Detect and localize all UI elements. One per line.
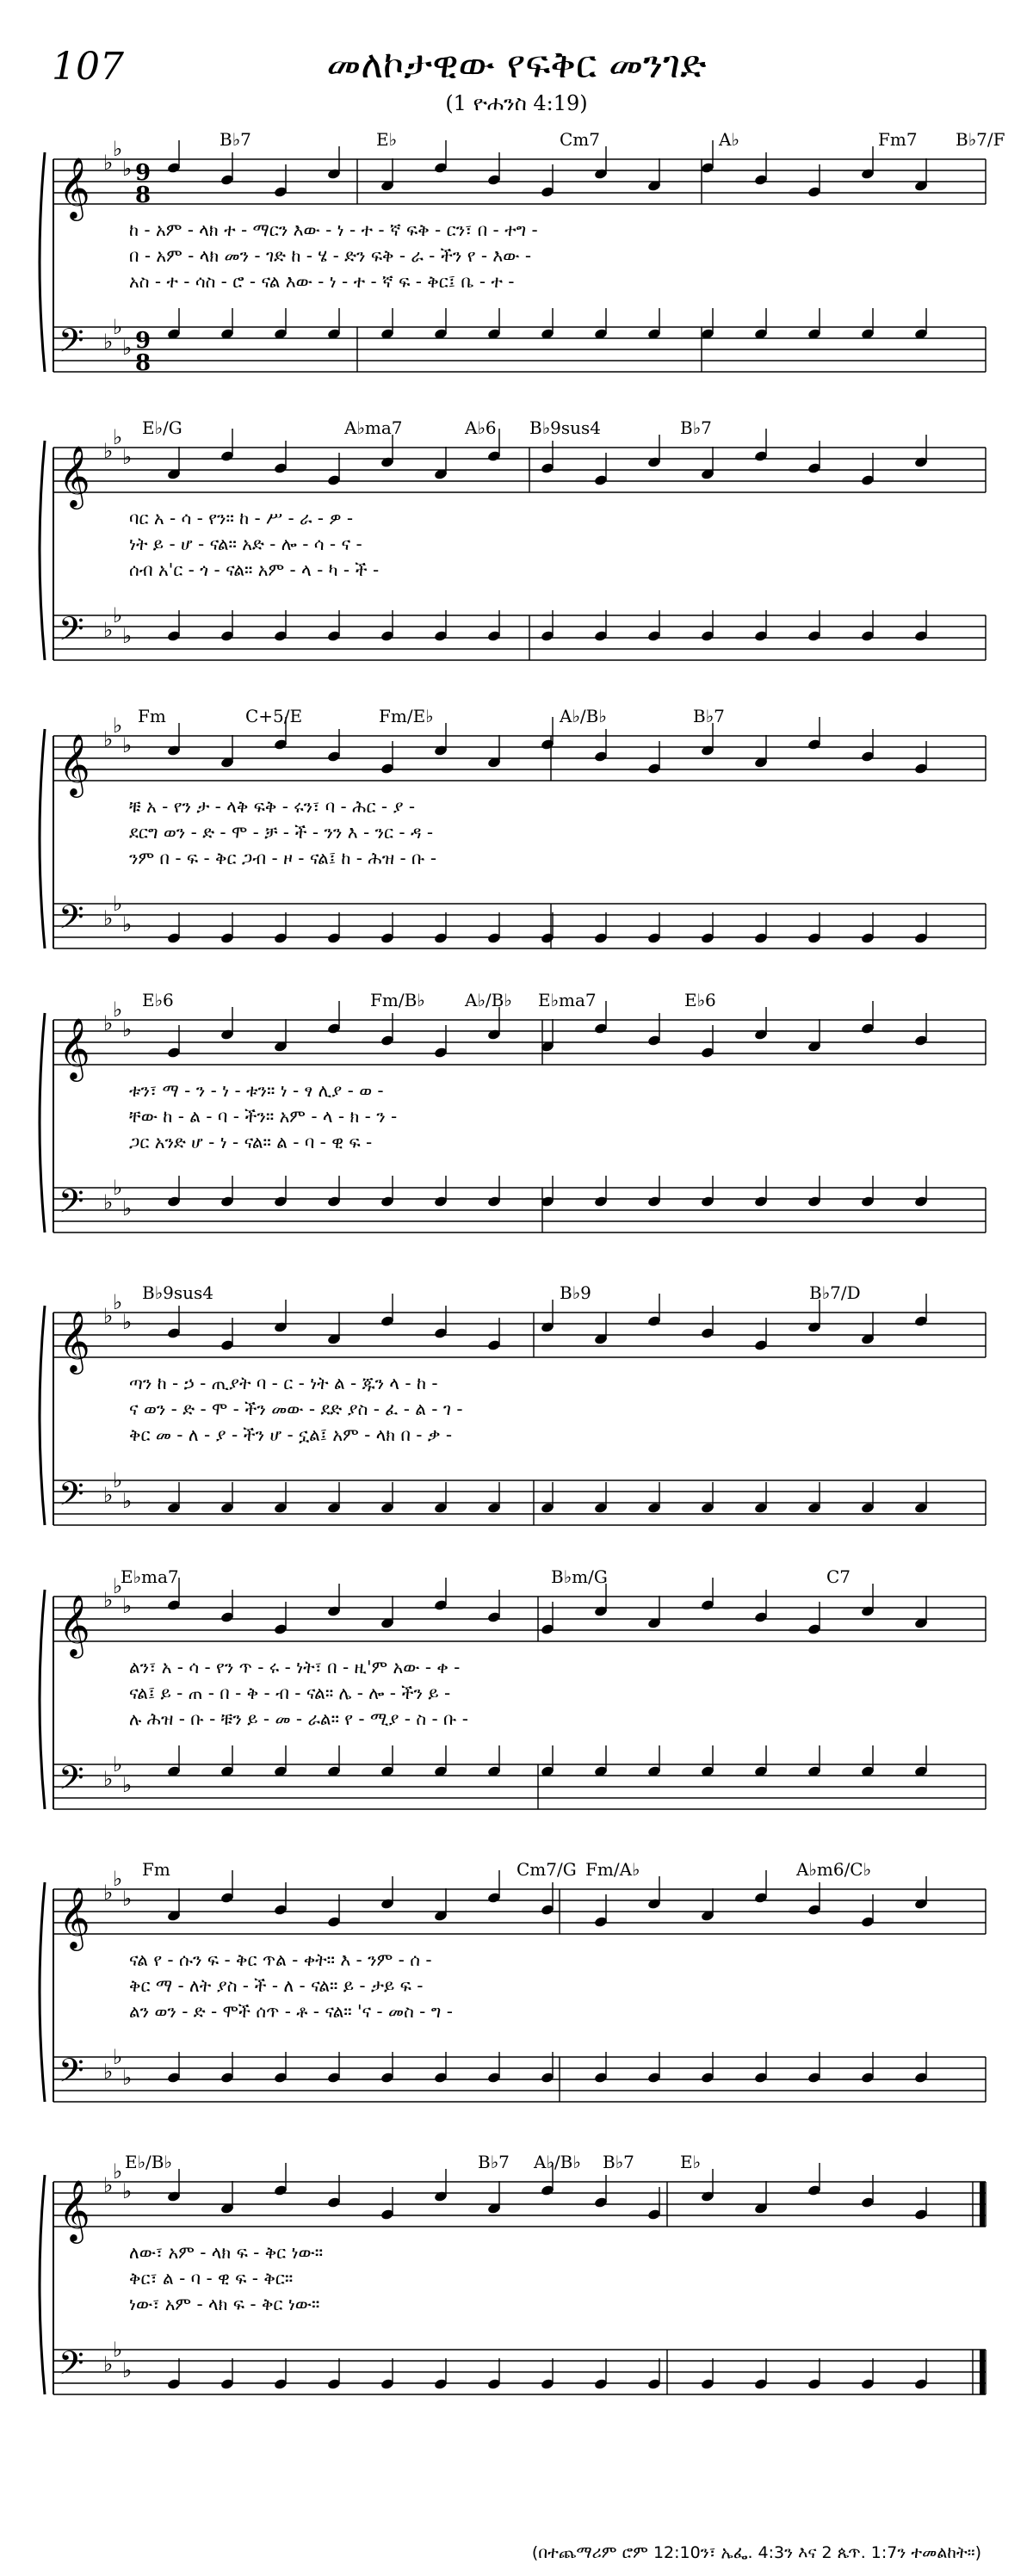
flat-sign-icon: ♭: [122, 1594, 133, 1618]
chord-symbol: E♭/G: [142, 417, 182, 438]
music-system: [0, 417, 1033, 693]
chord-symbol: B♭7: [680, 417, 712, 438]
flat-sign-icon: ♭: [113, 2045, 123, 2069]
bass-clef-icon: 𝄢: [59, 1758, 84, 1805]
lyric-line: ቸው ከ - ል - ባ - ችን። አም - ላ - ክ - ን -: [129, 1106, 398, 1127]
lyric-line: በ - አም - ላክ መን - ገድ ከ - ሄ - ድን ፍቅ - ራ - ችን የ - እው -: [129, 245, 532, 266]
flat-sign-icon: ♭: [122, 1310, 133, 1334]
flat-sign-icon: ♭: [103, 1483, 114, 1507]
chord-symbol: Fm/A♭: [585, 1859, 640, 1880]
lyric-line: ጋር አንድ ሆ - ነ - ናል። ል - ባ - ዊ ፍ -: [129, 1132, 373, 1152]
lyric-line: ቹ አ - የን ታ - ላቅ ፍቅ - ሩን፣ ባ - ሕር - ያ -: [129, 796, 416, 817]
treble-clef-icon: 𝄞: [59, 1309, 90, 1372]
chord-symbol: A♭6: [465, 417, 497, 438]
flat-sign-icon: ♭: [122, 1017, 133, 1041]
lyric-line: ሉ ሕዝ - ቡ - ቹን ይ - መ - ራል። የ - ሚያ - ስ - ቡ -: [129, 1708, 469, 1729]
lyric-line: ባር አ - ሳ - የን። ከ - ሥ - ራ - ዎ -: [129, 508, 354, 528]
svg-text:8: 8: [135, 182, 152, 208]
flat-sign-icon: ♭: [113, 1468, 123, 1492]
flat-sign-icon: ♭: [113, 1574, 123, 1598]
music-system: [0, 990, 1033, 1265]
flat-sign-icon: ♭: [122, 2358, 133, 2382]
flat-sign-icon: ♭: [103, 1767, 114, 1791]
lyric-line: ልን፣ አ - ሳ - የን ጥ - ሩ - ነት፣ በ - ዚ'ም አው - ቀ -: [129, 1657, 461, 1677]
treble-clef-icon: 𝄞: [59, 156, 90, 219]
chord-symbol: E♭: [376, 129, 398, 150]
flat-sign-icon: ♭: [113, 713, 123, 738]
lyric-line: ጣን ከ - ኃ - ጢያት ባ - ር - ነት ል - ጁን ላ - ከ -: [129, 1373, 438, 1393]
bass-clef-icon: 𝄢: [59, 2051, 84, 2097]
lyric-line: ነት ይ - ሆ - ናል። አድ - ሎ - ሳ - ና -: [129, 534, 362, 554]
music-system: [0, 129, 1033, 405]
flat-sign-icon: ♭: [122, 445, 133, 469]
chord-symbol: A♭/B♭: [534, 2152, 581, 2172]
staff-lines: [0, 1282, 1033, 1558]
chord-symbol: E♭6: [142, 990, 174, 1010]
chord-symbol: B♭9: [560, 1282, 591, 1303]
chord-symbol: A♭/B♭: [560, 706, 607, 726]
flat-sign-icon: ♭: [122, 1196, 133, 1220]
flat-sign-icon: ♭: [122, 624, 133, 648]
bass-clef-icon: 𝄢: [59, 1474, 84, 1521]
bass-clef-icon: 𝄢: [59, 2344, 84, 2390]
staff-lines: [0, 2152, 1033, 2427]
treble-clef-icon: 𝄞: [59, 732, 90, 795]
bass-clef-icon: 𝄢: [59, 609, 84, 656]
treble-clef-icon: 𝄞: [59, 1593, 90, 1656]
music-system: [0, 1566, 1033, 1842]
flat-sign-icon: ♭: [113, 2159, 123, 2184]
svg-text:9: 9: [135, 160, 152, 186]
chord-symbol: Fm/E♭: [379, 706, 434, 726]
treble-clef-icon: 𝄞: [59, 1886, 90, 1949]
lyric-line: ንም በ - ፍ - ቅር ጋብ - ዞ - ናል፤ ከ - ሕዝ - ቡ -: [129, 848, 437, 868]
flat-sign-icon: ♭: [103, 906, 114, 930]
chord-symbol: A♭: [719, 129, 739, 150]
staff-lines: [0, 990, 1033, 1265]
lyric-line: ና ወን - ድ - ሞ - ችን መው - ደድ ያስ - ፈ - ል - ገ -: [129, 1399, 463, 1419]
hymn-number: 107: [52, 45, 124, 89]
treble-clef-icon: 𝄞: [59, 444, 90, 507]
lyric-line: ቅር ማ - ለት ያስ - ች - ለ - ናል። ይ - ታይ ፍ -: [129, 1975, 424, 1996]
flat-sign-icon: ♭: [122, 733, 133, 757]
chord-symbol: B♭7: [478, 2152, 510, 2172]
flat-sign-icon: ♭: [122, 336, 133, 360]
flat-sign-icon: ♭: [103, 439, 114, 463]
flat-sign-icon: ♭: [113, 892, 123, 916]
flat-sign-icon: ♭: [122, 2066, 133, 2090]
staff-lines: [0, 417, 1033, 693]
staff-lines: [0, 1566, 1033, 1842]
chord-symbol: B♭7: [220, 129, 251, 150]
flat-sign-icon: ♭: [103, 2173, 114, 2197]
bass-clef-icon: 𝄢: [59, 898, 84, 944]
treble-clef-icon: 𝄞: [59, 2178, 90, 2241]
scripture-reference: (1 ዮሐንስ 4:19): [445, 91, 588, 115]
chord-symbol: B♭9sus4: [142, 1282, 213, 1303]
flat-sign-icon: ♭: [113, 137, 123, 161]
flat-sign-icon: ♭: [122, 1773, 133, 1797]
flat-sign-icon: ♭: [103, 1011, 114, 1035]
lyric-line: አስ - ተ - ሳስ - ሮ - ናል እው - ነ - ተ - ኛ ፍ - ቅር፤ ቤ - ተ -: [129, 271, 515, 292]
flat-sign-icon: ♭: [103, 727, 114, 751]
lyric-line: ደርግ ወን - ድ - ሞ - ቻ - ች - ንን እ - ንር - ዳ -: [129, 822, 434, 843]
lyric-line: ከ - አም - ላክ ተ - ማርን እው - ነ - ተ - ኛ ፍቅ - ርን፣ በ - ተግ -: [129, 219, 538, 240]
flat-sign-icon: ♭: [122, 2179, 133, 2203]
flat-sign-icon: ♭: [113, 603, 123, 627]
flat-sign-icon: ♭: [103, 618, 114, 642]
flat-sign-icon: ♭: [103, 330, 114, 354]
chord-symbol: B♭9sus4: [529, 417, 601, 438]
chord-symbol: Fm: [142, 1859, 170, 1880]
lyric-line: ልን ወን - ድ - ሞች ሰጥ - ቶ - ናል። 'ና - መስ - ግ -: [129, 2001, 453, 2022]
hymn-title: መለኮታዊው የፍቅር መንገድ: [326, 43, 707, 87]
chord-symbol: A♭/B♭: [465, 990, 512, 1010]
chord-symbol: Cm7/G: [516, 1859, 577, 1880]
treble-clef-icon: 𝄞: [59, 1016, 90, 1079]
flat-sign-icon: ♭: [122, 912, 133, 936]
chord-symbol: Fm: [138, 706, 166, 726]
staff-lines: [0, 129, 1033, 405]
chord-symbol: B♭7/F: [956, 129, 1005, 150]
lyric-line: ናል፤ ይ - ጠ - በ - ቅ - ብ - ናል። ሌ - ሎ - ችን ይ -: [129, 1683, 451, 1703]
flat-sign-icon: ♭: [103, 2060, 114, 2084]
lyric-line: ሰብ አ'ር - ጎ - ናል። አም - ላ - ካ - ች -: [129, 559, 380, 580]
flat-sign-icon: ♭: [113, 2338, 123, 2362]
chord-symbol: A♭ma7: [344, 417, 403, 438]
flat-sign-icon: ♭: [113, 1290, 123, 1314]
chord-symbol: B♭7: [693, 706, 725, 726]
flat-sign-icon: ♭: [122, 157, 133, 181]
chord-symbol: A♭m6/C♭: [796, 1859, 872, 1880]
bass-clef-icon: 𝄢: [59, 321, 84, 368]
chord-symbol: B♭7: [603, 2152, 634, 2172]
chord-symbol: Fm7: [878, 129, 918, 150]
flat-sign-icon: ♭: [122, 1489, 133, 1513]
flat-sign-icon: ♭: [103, 1190, 114, 1214]
flat-sign-icon: ♭: [122, 1887, 133, 1911]
flat-sign-icon: ♭: [113, 1176, 123, 1200]
music-system: [0, 2152, 1033, 2427]
flat-sign-icon: ♭: [113, 1867, 123, 1891]
flat-sign-icon: ♭: [113, 998, 123, 1022]
staff-lines: [0, 1859, 1033, 2134]
flat-sign-icon: ♭: [103, 1304, 114, 1328]
flat-sign-icon: ♭: [103, 2352, 114, 2376]
chord-symbol: C7: [826, 1566, 851, 1587]
flat-sign-icon: ♭: [103, 151, 114, 175]
music-system: [0, 706, 1033, 981]
svg-text:8: 8: [135, 350, 152, 376]
chord-symbol: B♭7/D: [809, 1282, 861, 1303]
footer-note: (በተጨማሪም ሮም 12:10ን፣ ኤፌ. 4:3ን እና 2 ጴጥ. 1:7ን ተመልከት።): [531, 2543, 981, 2562]
flat-sign-icon: ♭: [113, 1752, 123, 1776]
flat-sign-icon: ♭: [103, 1881, 114, 1905]
bass-clef-icon: 𝄢: [59, 1182, 84, 1228]
lyric-line: ለው፣ አም - ላክ ፍ - ቅር ነው።: [129, 2242, 324, 2263]
lyric-line: ቱን፣ ማ - ን - ነ - ቱን። ነ - ፃ ሊያ - ወ -: [129, 1080, 384, 1101]
chord-symbol: Cm7: [560, 129, 600, 150]
flat-sign-icon: ♭: [113, 425, 123, 449]
chord-symbol: E♭6: [684, 990, 716, 1010]
staff-lines: [0, 706, 1033, 981]
chord-symbol: E♭ma7: [121, 1566, 179, 1587]
lyric-line: ነው፣ አም - ላክ ፍ - ቅር ነው።: [129, 2294, 320, 2314]
chord-symbol: B♭m/G: [551, 1566, 608, 1587]
lyric-line: ቅር፣ ል - ባ - ዊ ፍ - ቅር።: [129, 2268, 294, 2289]
music-system: [0, 1282, 1033, 1558]
lyric-line: ናል የ - ሱን ፍ - ቅር ጥል - ቀት። እ - ንም - ሰ -: [129, 1949, 432, 1970]
flat-sign-icon: ♭: [103, 1588, 114, 1612]
chord-symbol: E♭/B♭: [125, 2152, 172, 2172]
chord-symbol: Fm/B♭: [370, 990, 425, 1010]
lyric-line: ቅር መ - ለ - ያ - ችን ሆ - ኗል፤ አም - ላክ በ - ቃ -: [129, 1424, 453, 1445]
chord-symbol: E♭: [680, 2152, 702, 2172]
music-system: [0, 1859, 1033, 2134]
flat-sign-icon: ♭: [113, 315, 123, 339]
svg-text:9: 9: [135, 328, 152, 354]
chord-symbol: E♭ma7: [538, 990, 597, 1010]
chord-symbol: C+5/E: [245, 706, 303, 726]
